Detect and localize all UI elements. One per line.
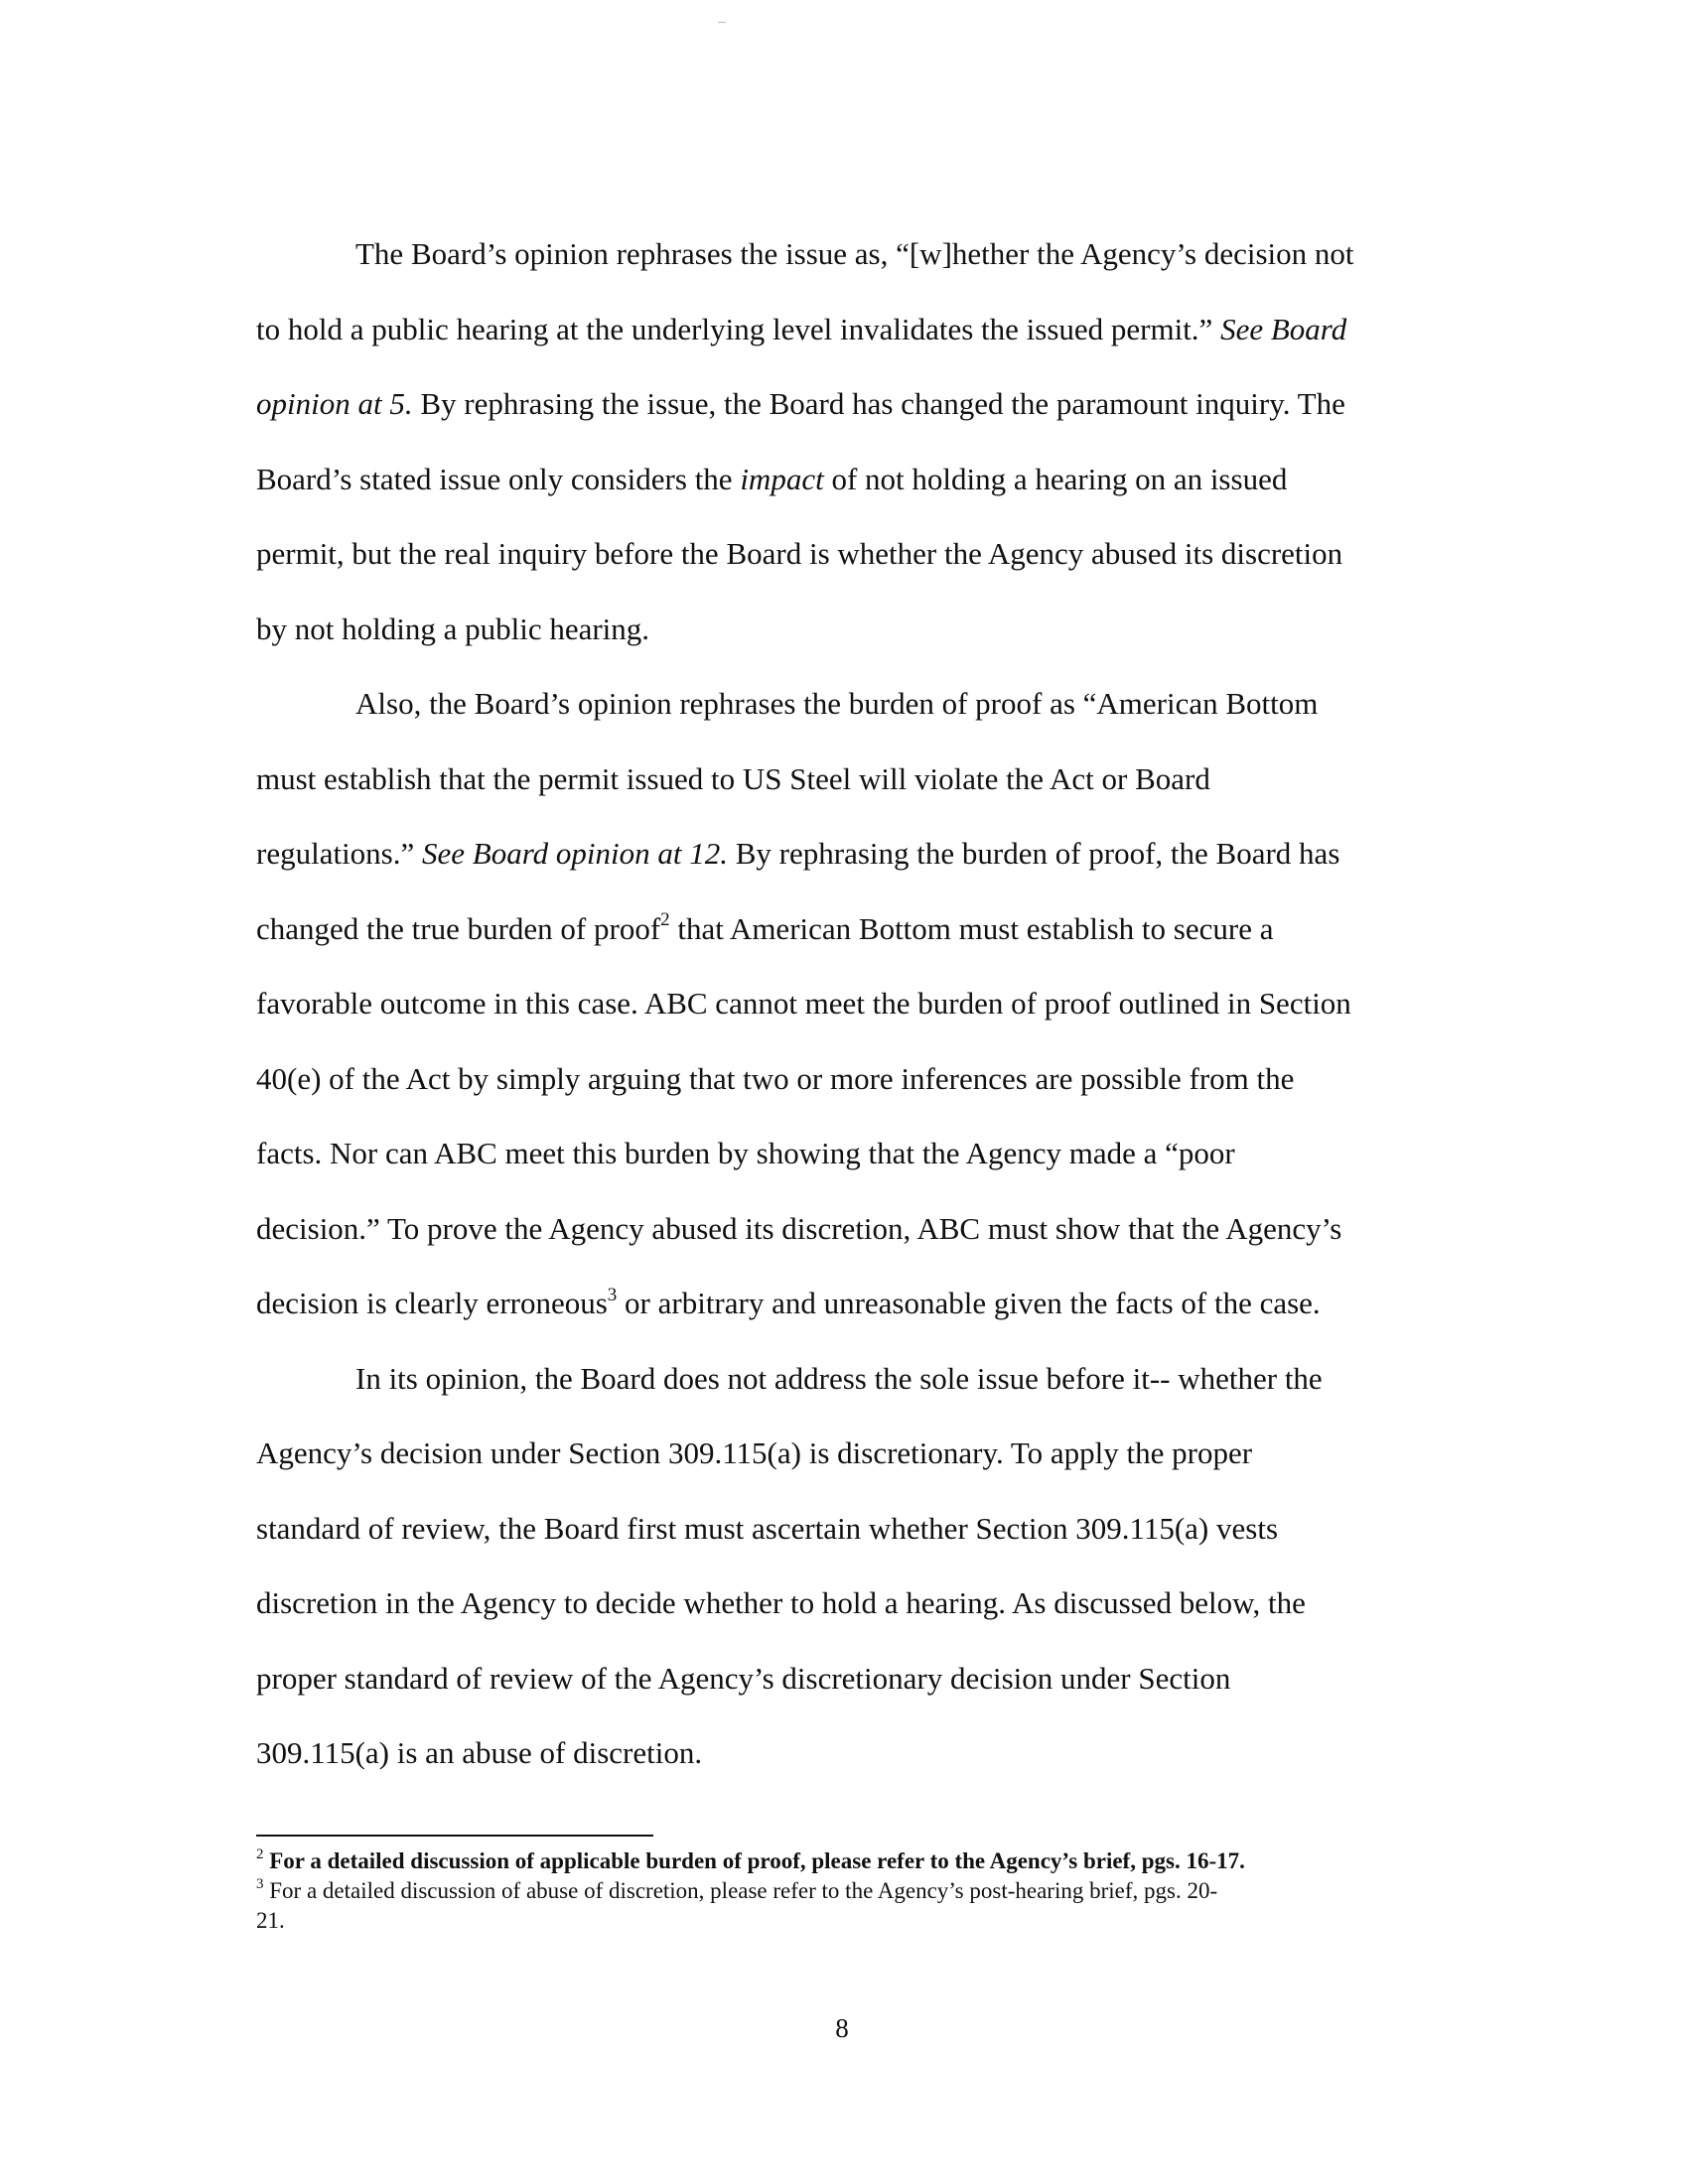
text-line — [256, 292, 1448, 367]
footnote-marker: 2 — [256, 1846, 264, 1863]
text-line — [256, 966, 1448, 1041]
text-run: By rephrasing the issue, the Board has changed the paramount inquiry. The — [412, 386, 1345, 421]
paragraph — [256, 1341, 1448, 1791]
text-run: regulations.” — [256, 836, 423, 871]
footnote-2 — [256, 1846, 1448, 1876]
text-line — [256, 592, 1448, 667]
footnote-3 — [256, 1876, 1448, 1936]
text-run: By rephrasing the burden of proof, the Board has — [727, 836, 1340, 871]
text-run: proper standard of review of the Agency’s discretionary decision under Section — [256, 1660, 1231, 1696]
footnote-reference: 3 — [607, 1284, 618, 1305]
text-line — [256, 1715, 1448, 1791]
text-run: Agency’s decision under Section 309.115(a) is discretionary. To apply the proper — [256, 1435, 1253, 1470]
text-line — [256, 666, 1448, 742]
text-run: In its opinion, the Board does not address the sole issue before it-- whether the — [355, 1360, 1323, 1396]
footnote-text: For a detailed discussion of applicable burden of proof, please refer to the Agency’s brief, pgs. 16-17. — [263, 1848, 1245, 1873]
text-run: to hold a public hearing at the underlying level invalidates the issued permit.” — [256, 311, 1221, 346]
text-line — [256, 1116, 1448, 1191]
text-line — [256, 1491, 1448, 1567]
text-run: facts. Nor can ABC meet this burden by showing that the Agency made a “poor — [256, 1136, 1235, 1170]
scan-artifact — [718, 22, 726, 23]
text-line — [256, 366, 1448, 442]
text-run: of not holding a hearing on an issued — [823, 461, 1288, 496]
text-line — [256, 816, 1448, 891]
footnotes — [256, 1846, 1448, 1936]
text-run: by not holding a public hearing. — [256, 611, 650, 646]
text-line — [256, 1566, 1448, 1641]
page-number: 8 — [835, 2013, 849, 2043]
text-line — [256, 442, 1448, 517]
text-run: decision is clearly erroneous — [256, 1286, 608, 1320]
text-run: permit, but the real inquiry before the Board is whether the Agency abused its discretion — [256, 536, 1343, 571]
text-run: must establish that the permit issued to US Steel will violate the Act or Board — [256, 760, 1210, 796]
text-run: favorable outcome in this case. ABC cannot meet the burden of proof outlined in Section — [256, 986, 1351, 1021]
text-run: decision.” To prove the Agency abused its discretion, ABC must show that the Agency’s — [256, 1210, 1342, 1246]
body-text — [256, 216, 1448, 1791]
text-run: 309.115(a) is an abuse of discretion. — [256, 1735, 703, 1770]
text-line — [256, 516, 1448, 592]
text-line — [256, 1341, 1448, 1417]
footnote-separator — [256, 1835, 653, 1837]
footnote-text-continuation: 21. — [256, 1908, 285, 1933]
citation: opinion at 5. — [256, 386, 413, 421]
emphasis: impact — [740, 461, 824, 496]
text-line — [256, 1041, 1448, 1117]
text-run: The Board’s opinion rephrases the issue as, “[w]hether the Agency’s decision not — [355, 236, 1354, 271]
text-line — [256, 1191, 1448, 1267]
text-line — [256, 1416, 1448, 1491]
paragraph — [256, 666, 1448, 1341]
text-line — [256, 216, 1448, 292]
footnote-marker: 3 — [256, 1876, 264, 1893]
text-run: or arbitrary and unreasonable given the facts of the case. — [617, 1286, 1321, 1320]
text-line — [256, 1266, 1448, 1341]
citation: See Board — [1220, 311, 1347, 346]
citation: See Board opinion at 12. — [422, 836, 728, 871]
text-line — [256, 742, 1448, 817]
footnote-text: For a detailed discussion of abuse of discretion, please refer to the Agency’s post-hearing brief, pgs. 20- — [263, 1878, 1218, 1903]
paragraph — [256, 216, 1448, 666]
text-run: 40(e) of the Act by simply arguing that two or more inferences are possible from the — [256, 1060, 1295, 1096]
text-run: Board’s stated issue only considers the — [256, 461, 741, 496]
text-run: discretion in the Agency to decide whether to hold a hearing. As discussed below, the — [256, 1585, 1306, 1620]
text-line — [256, 1641, 1448, 1716]
text-run: that American Bottom must establish to secure a — [669, 910, 1274, 946]
text-run: Also, the Board’s opinion rephrases the burden of proof as “American Bottom — [355, 686, 1319, 721]
text-run: standard of review, the Board first must ascertain whether Section 309.115(a) vests — [256, 1510, 1279, 1546]
footnote-reference: 2 — [660, 909, 670, 931]
text-run: changed the true burden of proof — [256, 910, 661, 946]
text-line — [256, 891, 1448, 967]
